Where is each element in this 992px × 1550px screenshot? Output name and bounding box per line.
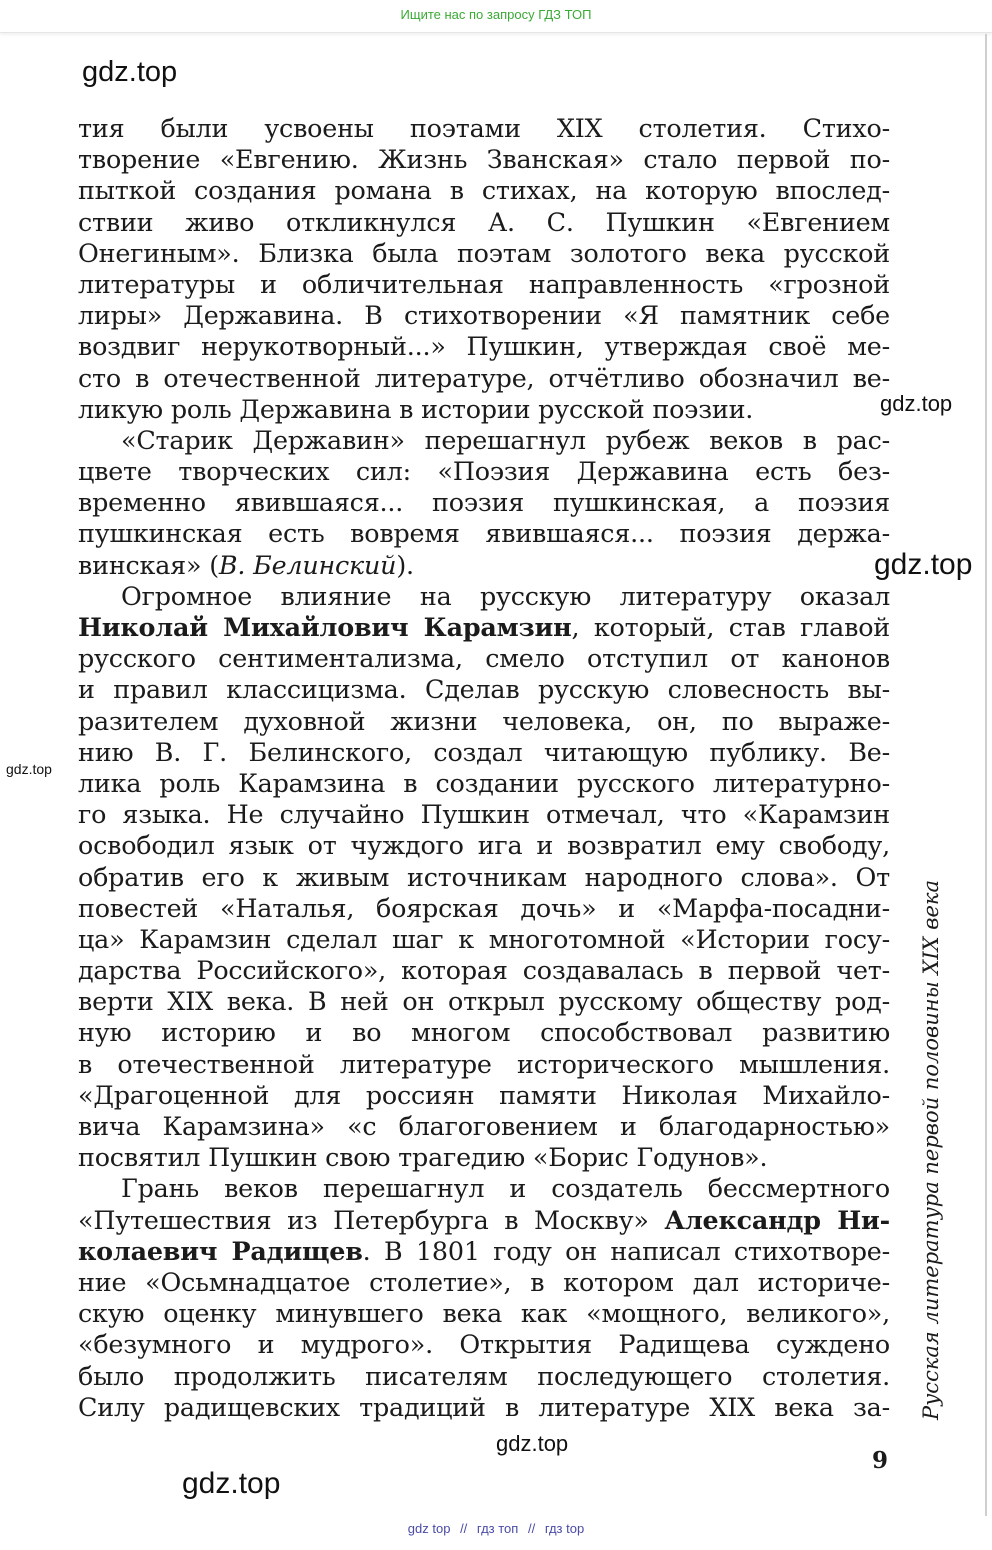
text-line: освободил язык от чуждого ига и возвратил ему свободу, (78, 830, 890, 861)
watermark-bottom-center: gdz.top (496, 1431, 569, 1456)
text-fragment: «Путешествия из Петербурга в Москву» (78, 1204, 665, 1235)
author-name-bold: Николай Михайлович Карамзин (78, 612, 572, 642)
text-line: русского сентиментализма, смело отступил от канонов (78, 643, 890, 674)
text-line: «Драгоценной для россиян памяти Николая Михайло- (78, 1079, 890, 1110)
text-line: ликую роль Державина в истории русской поэзии. (78, 393, 754, 424)
text-line: сто в отечественной литературе, отчётливо обозначил ве- (78, 362, 890, 393)
text-line: цвете творческих сил: «Поэзия Державина есть без- (78, 456, 890, 487)
text-line (78, 1236, 890, 1267)
text-line: «Старик Державин» перешагнул рубеж веков в рас- (121, 424, 890, 455)
text-line: и правил классицизма. Сделав русскую словесность вы- (78, 674, 890, 705)
author-name-bold: Александр Ни- (664, 1204, 890, 1235)
text-line (78, 1205, 890, 1236)
footer-separator: // (527, 1521, 536, 1536)
text-line: обратив его к живым источникам народного слова». От (78, 861, 890, 892)
text-line: вича Карамзина» «с благоговением и благодарностью» (78, 1111, 890, 1141)
text-line: ние «Осьмнадцатое столетие», в котором дал историче- (78, 1266, 890, 1297)
text-line: «безумного и мудрого». Открытия Радищева суждено (78, 1329, 890, 1360)
page-number: 9 (872, 1447, 889, 1474)
text-line: литературы и обличительная направленность «грозной (78, 268, 890, 299)
text-line: ца» Карамзин сделал шаг к многотомной «Истории госу- (78, 923, 890, 954)
page-body-text (78, 113, 890, 1423)
text-line: ствии живо откликнулся А. С. Пушкин «Евгением (78, 206, 890, 237)
text-line: лика роль Карамзина в создании русского литературно- (78, 767, 890, 798)
text-line: Грань веков перешагнул и создатель бессмертного (121, 1173, 890, 1204)
page-edge-rule (985, 34, 987, 1516)
text-line (78, 612, 890, 643)
text-line: разителем духовной жизни человека, он, по выраже- (78, 705, 890, 736)
text-line: временно явившаяся... поэзия пушкинская, а поэзия (78, 487, 890, 518)
text-line: было продолжить писателям последующего столетия. (78, 1360, 890, 1391)
text-line: Огромное влияние на русскую литературу оказал (121, 580, 890, 611)
text-line: лиры» Державина. В стихотворении «Я памятник себе (78, 300, 890, 331)
text-line: воздвиг нерукотворный...» Пушкин, утверждая своё ме- (78, 331, 890, 362)
text-line: посвятил Пушкин свою трагедию «Борис Годунов». (78, 1142, 768, 1173)
running-head-vertical: Русская литература первой половины XIX века (919, 880, 943, 1420)
text-line: го языка. Не случайно Пушкин отмечал, что «Карамзин (78, 799, 890, 830)
text-line: нию В. Г. Белинского, создал читающую публику. Ве- (78, 736, 890, 767)
text-line: повестей «Наталья, боярская дочь» и «Марфа-посадни- (78, 892, 890, 923)
author-name-italic: В. Белинский (218, 549, 397, 580)
text-fragment: , который, став главой (571, 612, 891, 642)
watermark-bottom-left: gdz.top (182, 1467, 281, 1500)
text-line: скую оценку минувшего века как «мощного, великого», (78, 1298, 890, 1329)
text-line: ную историю и во многом способствовал развитию (78, 1017, 890, 1048)
text-fragment: винская» ( (78, 549, 219, 580)
text-line: верти XIX века. В ней он открыл русскому обществу род- (78, 986, 890, 1017)
footer-link[interactable]: gdz top (407, 1521, 451, 1536)
text-line: тия были усвоены поэтами XIX столетия. Стихо- (78, 113, 890, 143)
footer-separator: // (460, 1521, 468, 1536)
bottom-links (0, 1521, 992, 1536)
watermark-left-margin: gdz.top (6, 761, 52, 777)
watermark-right-upper: gdz.top (880, 391, 953, 416)
footer-link[interactable]: гдз топ (476, 1521, 519, 1536)
author-name-bold: колаевич Радищев (78, 1235, 363, 1266)
text-line: пушкинская есть вовремя явившаяся... поэзия держа- (78, 518, 890, 549)
text-line: творение «Евгению. Жизнь Званская» стало первой по- (78, 144, 890, 175)
text-line: Силу радищевских традиций в литературе XIX века за- (78, 1391, 890, 1422)
watermark-top-left: gdz.top (82, 56, 178, 88)
top-banner[interactable]: Ищите нас по запросу ГДЗ ТОП (0, 0, 992, 33)
text-line: Онегиным». Близка была поэтам золотого века русской (78, 237, 890, 268)
text-line (78, 550, 890, 581)
watermark-right-middle: gdz.top (874, 548, 973, 581)
text-line: пыткой создания романа в стихах, на которую впослед- (78, 175, 890, 206)
text-line: дарства Российского», которая создавалась в первой чет- (78, 955, 890, 986)
text-fragment: ). (396, 549, 414, 580)
text-line: в отечественной литературе исторического мышления. (78, 1048, 890, 1079)
footer-link[interactable]: гдз top (544, 1521, 585, 1536)
text-fragment: . В 1801 году он написал стихотворе- (362, 1235, 890, 1266)
